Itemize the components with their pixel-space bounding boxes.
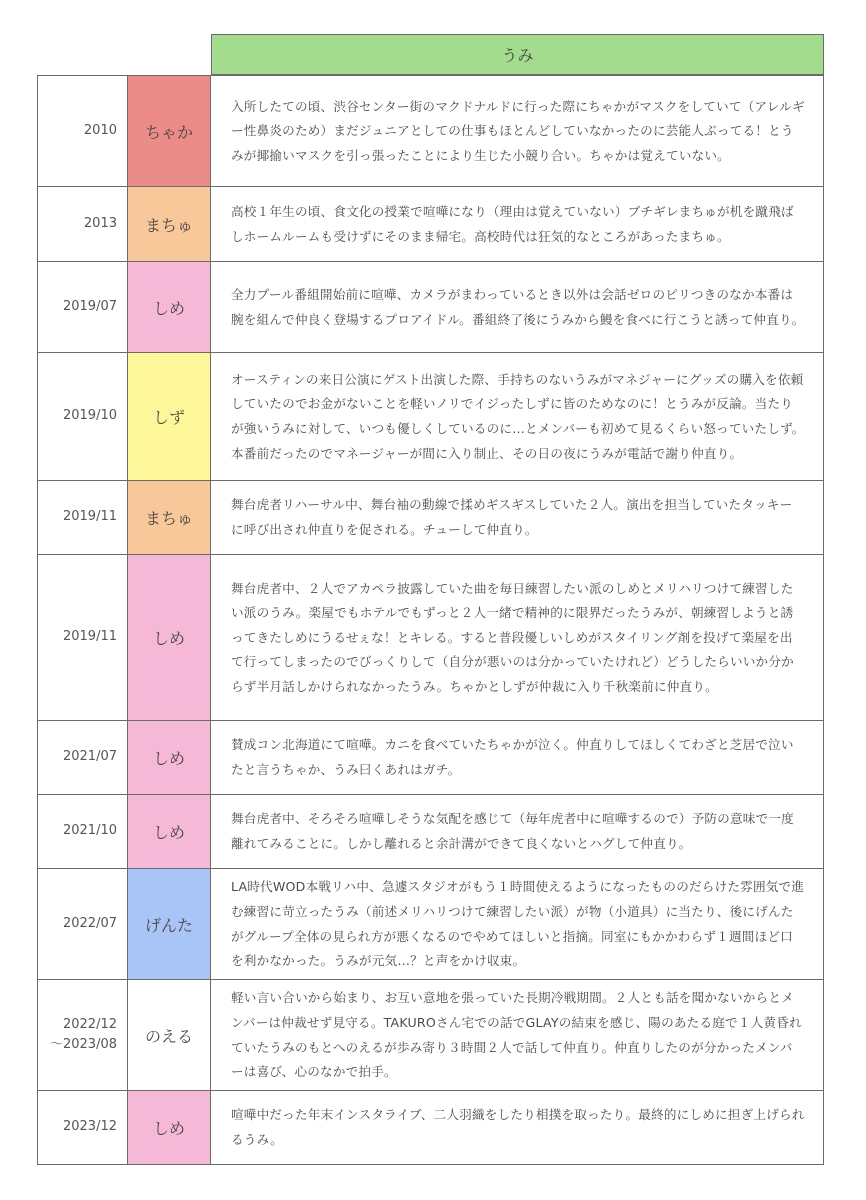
date-cell: 2010 [83, 122, 117, 138]
member-name-cell: しめ [127, 1091, 211, 1164]
description-cell [211, 869, 823, 979]
header-spacer [37, 34, 211, 75]
table-row [38, 794, 823, 868]
description-text: 全力プール番組開始前に喧嘩、カメラがまわっているとき以外は会話ゼロのピリつきのなか本番は腕を組んで仲良く登場するプロアイドル。番組終了後にうみから鰻を食べに行こうと誘って仲直り。 [231, 286, 805, 327]
member-name-cell: まちゅ [127, 187, 211, 261]
table-row [38, 352, 823, 480]
description-text: 賛成コン北海道にて喧嘩。カニを食べていたちゃかが泣く。仲直りしてほしくてわざと芝居で泣いたと言うちゃか、うみ曰くあれはガチ。 [231, 737, 794, 777]
description-text: LA時代WOD本戦リハ中、急遽スタジオがもう１時間使えるようになったもののだらけた雰囲気で進む練習に苛立ったうみ（前述メリハリつけて練習したい派）が物（小道具）に当たり、後にげんたがグループ全体の見られ方が悪くなるのでやめてほしいと指摘。同室にもかかわらず１週間ほど口を利かなかった。うみが元気…？と声をかけ収束。 [231, 879, 805, 969]
conflict-table [37, 34, 824, 1165]
description-cell [211, 481, 823, 554]
table-row [38, 1090, 823, 1164]
description-cell [211, 555, 823, 720]
member-name-cell: げんた [127, 869, 211, 979]
description-cell [211, 721, 823, 794]
description-text: 舞台虎者中、２人でアカペラ披露していた曲を毎日練習したい派のしめとメリハリつけて練習したい派のうみ。楽屋でもホテルでもずっと２人一緒で精神的に限界だったうみが、朝練習しようと誘ってきたしめにうるせぇな！とキレる。すると普段優しいしめがスタイリング剤を投げて楽屋を出て行ってしまったのでびっくりして（自分が悪いのは分かっていたけれど）どうしたらいいか分からず半月話しかけられなかったうみ。ちゃかとしずが仲裁に入り千秋楽前に仲直り。 [231, 580, 794, 694]
table-row [38, 868, 823, 979]
date-cell: 2022/12 ～2023/08 [49, 1016, 117, 1052]
description-text: 入所したての頃、渋谷センター街のマクドナルドに行った際にちゃかがマスクをしていて（アレルギー性鼻炎のため）まだジュニアとしての仕事もほとんどしていなかったのに芸能人ぶってる！とうみが揶揄いマスクを引っ張ったことにより生じた小競り合い。ちゃかは覚えていない。 [231, 98, 805, 163]
description-text: 喧嘩中だった年末インスタライブ、二人羽織をしたり相撲を取ったり。最終的にしめに担ぎ上げられるうみ。 [231, 1107, 805, 1147]
description-text: 舞台虎者中、そろそろ喧嘩しそうな気配を感じて（毎年虎者中に喧嘩するので）予防の意味で一度離れてみることに。しかし離れると余計溝ができて良くないとハグして仲直り。 [231, 811, 794, 851]
description-cell [211, 795, 823, 868]
member-name-cell: しめ [127, 262, 211, 352]
member-name-cell: しめ [127, 795, 211, 868]
table-row [38, 261, 823, 352]
table-row [38, 554, 823, 720]
table-row [38, 480, 823, 554]
date-cell: 2021/07 [62, 749, 117, 765]
table-row [38, 75, 823, 186]
member-name-cell: ちゃか [127, 76, 211, 186]
description-text: 軽い言い合いから始まり、お互い意地を張っていた長期冷戦期間。２人とも話を聞かないからとメンバーは仲裁せず見守る。TAKUROさん宅での話でGLAYの結束を感じ、陽のあたる庭で１人黄昏れていたうみのもとへのえるが歩み寄り３時間２人で話して仲直り。仲直りしたのが分かったメンバーは喜び、心のなかで拍手。 [231, 990, 802, 1080]
member-name-cell: しず [127, 353, 211, 480]
date-cell: 2021/10 [62, 823, 117, 839]
table-body [37, 75, 824, 1165]
description-cell [211, 76, 823, 186]
date-cell: 2013 [83, 215, 117, 231]
member-name-cell: しめ [127, 555, 211, 720]
date-cell: 2019/11 [62, 509, 117, 525]
description-cell [211, 187, 823, 261]
description-text: 高校１年生の頃、食文化の授業で喧嘩になり（理由は覚えていない）ブチギレまちゅが机を蹴飛ばしホームルームも受けずにそのまま帰宅。高校時代は狂気的なところがあったまちゅ。 [231, 203, 794, 244]
member-name-cell: しめ [127, 721, 211, 794]
description-cell [211, 262, 823, 352]
table-row [38, 979, 823, 1090]
date-cell: 2022/07 [62, 915, 117, 931]
member-name-cell: のえる [127, 980, 211, 1090]
table-header-row [37, 34, 824, 75]
description-cell [211, 1091, 823, 1164]
date-cell: 2023/12 [62, 1119, 117, 1135]
description-text: 舞台虎者リハーサル中、舞台袖の動線で揉めギスギスしていた２人。演出を担当していたタッキーに呼び出され仲直りを促される。チューして仲直り。 [231, 497, 793, 537]
header-title: うみ [211, 34, 824, 75]
table-row [38, 186, 823, 261]
date-cell: 2019/11 [62, 629, 117, 645]
date-cell: 2019/10 [62, 408, 117, 424]
member-name-cell: まちゅ [127, 481, 211, 554]
table-row [38, 720, 823, 794]
description-cell [211, 980, 823, 1090]
date-cell: 2019/07 [62, 298, 117, 314]
description-cell [211, 353, 823, 480]
description-text: オースティンの来日公演にゲスト出演した際、手持ちのないうみがマネジャーにグッズの購入を依頼していたのでお金がないことを軽いノリでイジったしずに皆のためなのに！とうみが反論。当たりが強いうみに対して、いつも優しくしているのに…とメンバーも初めて見るくらい怒っていたしず。本番前だったのでマネージャーが間に入り制止、その日の夜にうみが電話で謝り仲直り。 [231, 371, 805, 461]
